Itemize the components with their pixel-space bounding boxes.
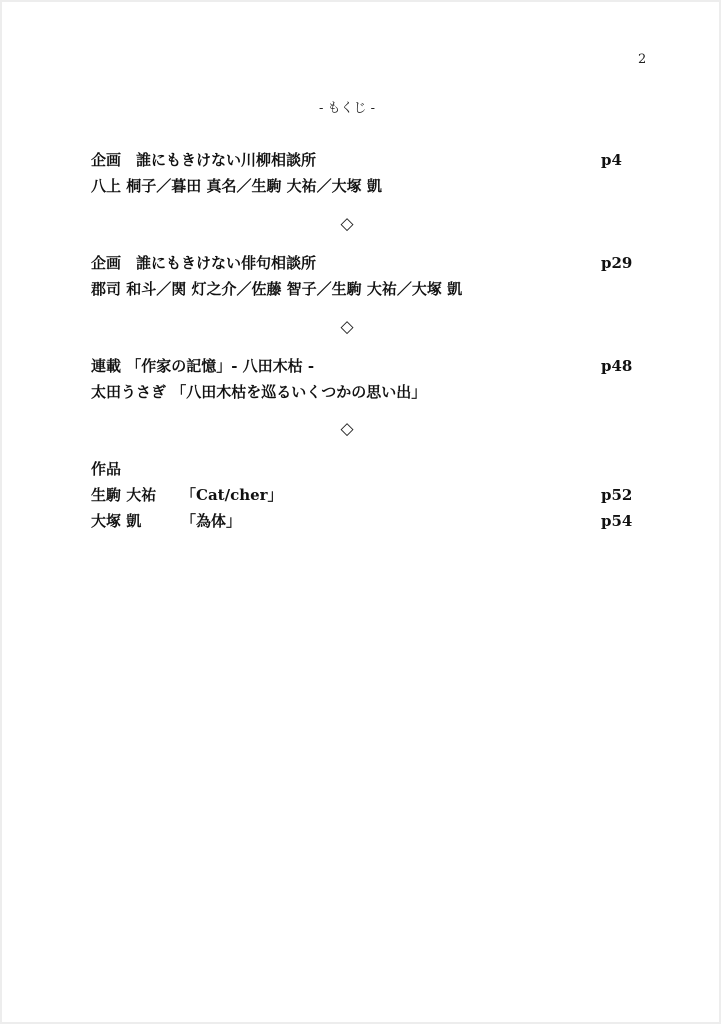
page-number: 2 [638, 52, 647, 67]
section-title: 連載 「作家の記憶」- 八田木枯 - [91, 357, 315, 375]
work-author: 大塚 凱 [91, 512, 142, 530]
section-title: 企画 誰にもきけない川柳相談所 [91, 151, 317, 169]
divider-diamond: ◇ [340, 419, 354, 439]
work-entry [91, 511, 241, 531]
works-heading: 作品 [91, 460, 122, 478]
section-title: 企画 誰にもきけない俳句相談所 [91, 254, 317, 272]
section-page: p48 [601, 357, 633, 375]
document-page [2, 2, 719, 1022]
work-author: 生駒 大祐 [91, 486, 157, 504]
work-title: 「為体」 [181, 512, 242, 530]
section-page: p4 [601, 151, 622, 169]
toc-title: - もくじ - [318, 101, 376, 116]
work-page: p52 [601, 486, 633, 504]
work-title: 「Cat/cher」 [181, 486, 283, 504]
divider-diamond: ◇ [340, 214, 354, 234]
work-page: p54 [601, 512, 633, 530]
section-page: p29 [601, 254, 633, 272]
work-entry [91, 485, 283, 505]
divider-diamond: ◇ [340, 317, 354, 337]
section-authors: 太田うさぎ 「八田木枯を巡るいくつかの思い出」 [91, 383, 427, 401]
section-authors: 八上 桐子／暮田 真名／生駒 大祐／大塚 凱 [91, 177, 382, 195]
section-authors: 郡司 和斗／関 灯之介／佐藤 智子／生駒 大祐／大塚 凱 [91, 280, 463, 298]
